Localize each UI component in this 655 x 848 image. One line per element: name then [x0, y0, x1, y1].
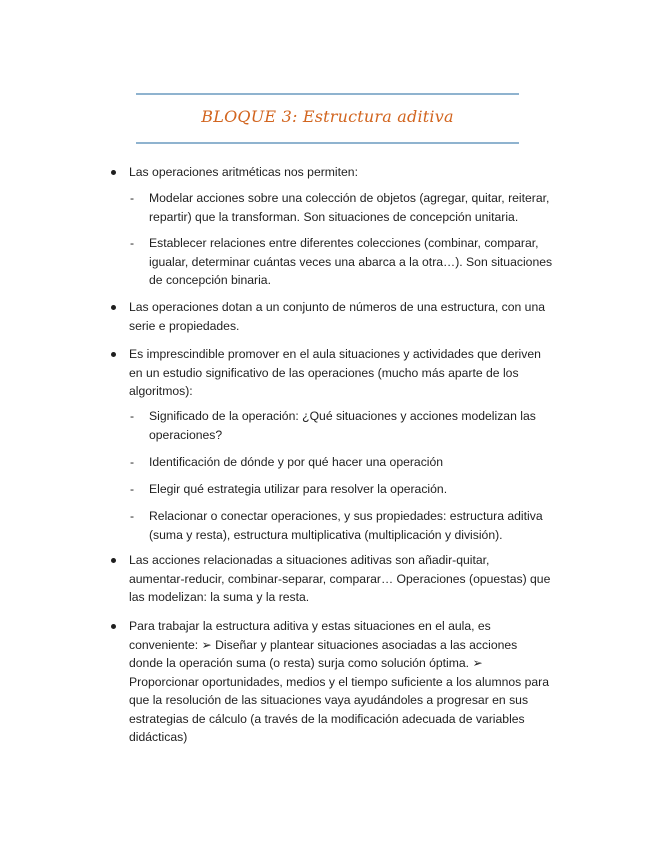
dash-icon: - — [130, 236, 135, 250]
text-line: algoritmos): — [129, 384, 193, 398]
text-line: en un estudio significativo de las operaciones (mucho más aparte de los — [129, 365, 519, 380]
text-line: Elegir qué estrategia utilizar para resolver la operación. — [149, 482, 448, 496]
sub-item — [149, 407, 536, 444]
sub-item — [149, 507, 543, 544]
sub-item — [149, 189, 549, 226]
title-top-rule — [136, 93, 519, 95]
text-line: serie e propiedades. — [129, 318, 240, 333]
sub-item — [149, 234, 552, 290]
text-line: Las operaciones aritméticas nos permiten: — [129, 165, 358, 179]
bullet-item — [129, 551, 550, 607]
text-line: Establecer relaciones entre diferentes colecciones (combinar, comparar, — [149, 236, 539, 250]
text-line: Relacionar o conectar operaciones, y sus propiedades: estructura aditiva — [149, 509, 543, 523]
text-line: donde la operación suma (o resta) surja como solución óptima. ➢ — [129, 656, 483, 670]
text-line: Significado de la operación: ¿Qué situaciones y acciones modelizan las — [149, 409, 536, 423]
text-line: las modelizan: la suma y la resta. — [129, 590, 310, 604]
text-line: repartir) que la transforman. Son situaciones de concepción unitaria. — [149, 209, 519, 224]
bullet-item — [129, 345, 541, 401]
dash-icon: - — [130, 509, 135, 523]
text-line: estrategias de cálculo (a través de la modificación adecuada de variables — [129, 711, 525, 726]
dash-icon: - — [130, 191, 135, 205]
bullet-icon — [111, 558, 116, 563]
text-line: Para trabajar la estructura aditiva y estas situaciones en el aula, es — [129, 619, 491, 633]
page-title: BLOQUE 3: Estructura aditiva — [201, 107, 454, 126]
bullet-item — [129, 163, 358, 182]
text-line: operaciones? — [149, 427, 223, 442]
text-line: Identificación de dónde y por qué hacer una operación — [149, 455, 444, 469]
sub-item — [149, 480, 447, 499]
text-line: Es imprescindible promover en el aula situaciones y actividades que deriven — [129, 347, 541, 361]
title-bottom-rule — [136, 142, 519, 144]
text-line: (suma y resta), estructura multiplicativa (multiplicación y división). — [149, 527, 503, 542]
text-line: Proporcionar oportunidades, medios y el tiempo suficiente a los alumnos para — [129, 674, 550, 689]
text-line: conveniente: ➢ Diseñar y plantear situaciones asociadas a las acciones — [129, 637, 518, 652]
bullet-item — [129, 298, 545, 335]
bullet-item — [129, 617, 549, 747]
text-line: igualar, determinar cuántas veces una abarca a la otra…). Son situaciones — [149, 254, 553, 269]
dash-icon: - — [130, 482, 135, 496]
bullet-icon — [111, 624, 116, 629]
bullet-icon — [111, 305, 116, 310]
bullet-icon — [111, 352, 116, 357]
text-line: que la resolución de las situaciones vaya ayudándoles a progresar en sus — [129, 693, 529, 707]
sub-item — [149, 453, 443, 472]
text-line: Las acciones relacionadas a situaciones aditivas son añadir-quitar, — [129, 553, 490, 567]
bullet-icon — [111, 170, 116, 175]
text-line: de concepción binaria. — [149, 273, 271, 287]
text-line: didácticas) — [129, 730, 188, 744]
text-line: Las operaciones dotan a un conjunto de números de una estructura, con una — [129, 300, 546, 314]
dash-icon: - — [130, 409, 135, 423]
dash-icon: - — [130, 455, 135, 469]
text-line: Modelar acciones sobre una colección de objetos (agregar, quitar, reiterar, — [149, 191, 550, 205]
text-line: aumentar-reducir, combinar-separar, comparar… Operaciones (opuestas) que — [129, 571, 551, 586]
